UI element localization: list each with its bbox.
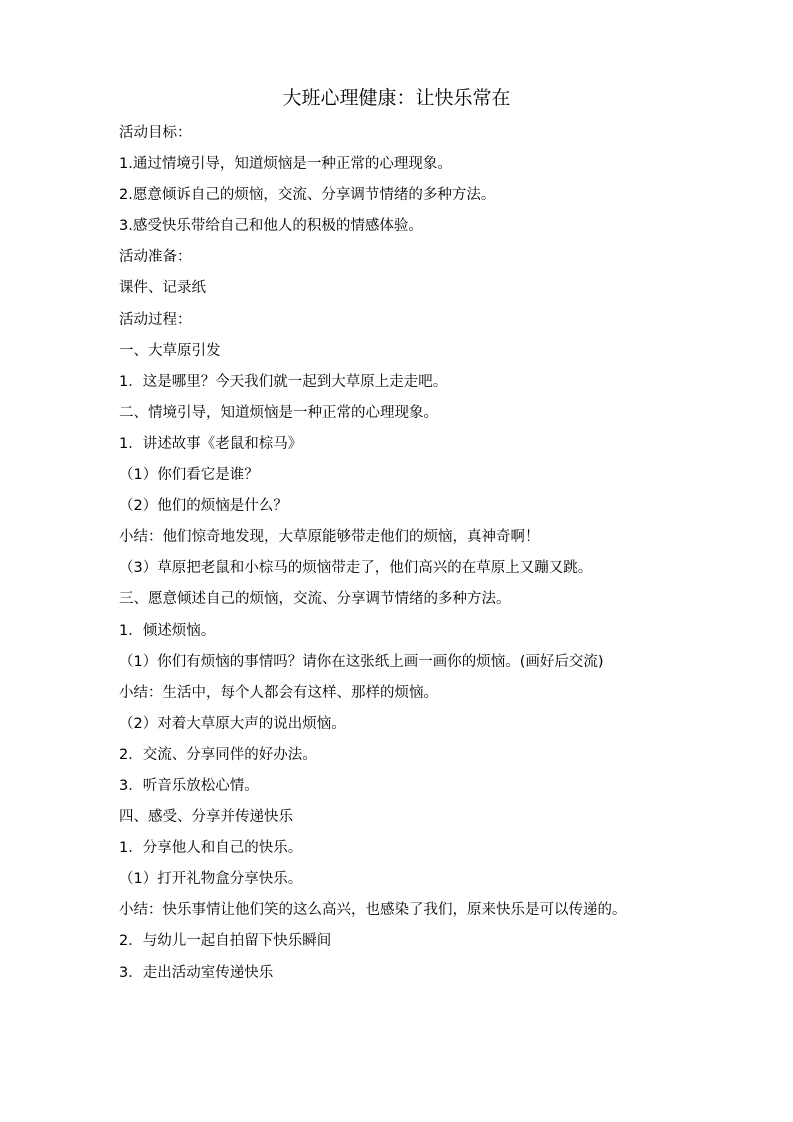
paragraph-line: 3．走出活动室传递快乐 [119,964,274,981]
paragraph-line: （2）对着大草原大声的说出烦恼。 [119,715,346,732]
step-heading: 四、感受、分享并传递快乐 [119,809,293,826]
summary-line: 小结：他们惊奇地发现，大草原能够带走他们的烦恼，真神奇啊！ [119,529,540,546]
summary-line: 小结：快乐事情让他们笑的这么高兴，也感染了我们，原来快乐是可以传递的。 [119,902,627,919]
paragraph-line: 2．与幼儿一起自拍留下快乐瞬间 [119,933,332,950]
page-title: 大班心理健康：让快乐常在 [282,87,511,109]
paragraph-line: 1．讲述故事《老鼠和棕马》 [119,435,303,452]
paragraph-line: 1．这是哪里？今天我们就一起到大草原上走走吧。 [119,373,448,390]
section-heading-process: 活动过程： [119,311,192,328]
paragraph-line: 课件、记录纸 [119,280,206,297]
paragraph-line: 1．倾述烦恼。 [119,622,216,639]
step-heading: 二、情境引导，知道烦恼是一种正常的心理现象。 [119,404,438,421]
document-body [119,118,719,989]
section-heading-preparation: 活动准备： [119,249,192,266]
paragraph-line: （1）你们有烦恼的事情吗？请你在这张纸上画一画你的烦恼。(画好后交流) [119,653,604,670]
paragraph-line: 1.通过情境引导，知道烦恼是一种正常的心理现象。 [119,156,452,173]
step-heading: 三、愿意倾述自己的烦恼，交流、分享调节情绪的多种方法。 [119,591,511,608]
summary-line: 小结：生活中，每个人都会有这样、那样的烦恼。 [119,684,438,701]
paragraph-line: （1）你们看它是谁？ [119,467,259,484]
paragraph-line: 2．交流、分享同伴的好办法。 [119,746,317,763]
step-heading: 一、大草原引发 [119,342,221,359]
paragraph-line: 2.愿意倾诉自己的烦恼，交流、分享调节情绪的多种方法。 [119,187,496,204]
paragraph-line: 1．分享他人和自己的快乐。 [119,840,303,857]
section-heading-goals: 活动目标： [119,125,192,141]
paragraph-line: 3．听音乐放松心情。 [119,777,259,794]
paragraph-line: （3）草原把老鼠和小棕马的烦恼带走了，他们高兴的在草原上又蹦又跳。 [119,560,593,577]
paragraph-line: （2）他们的烦恼是什么？ [119,498,288,515]
paragraph-line: 3.感受快乐带给自己和他人的积极的情感体验。 [119,218,423,235]
paragraph-line: （1）打开礼物盒分享快乐。 [119,871,303,888]
